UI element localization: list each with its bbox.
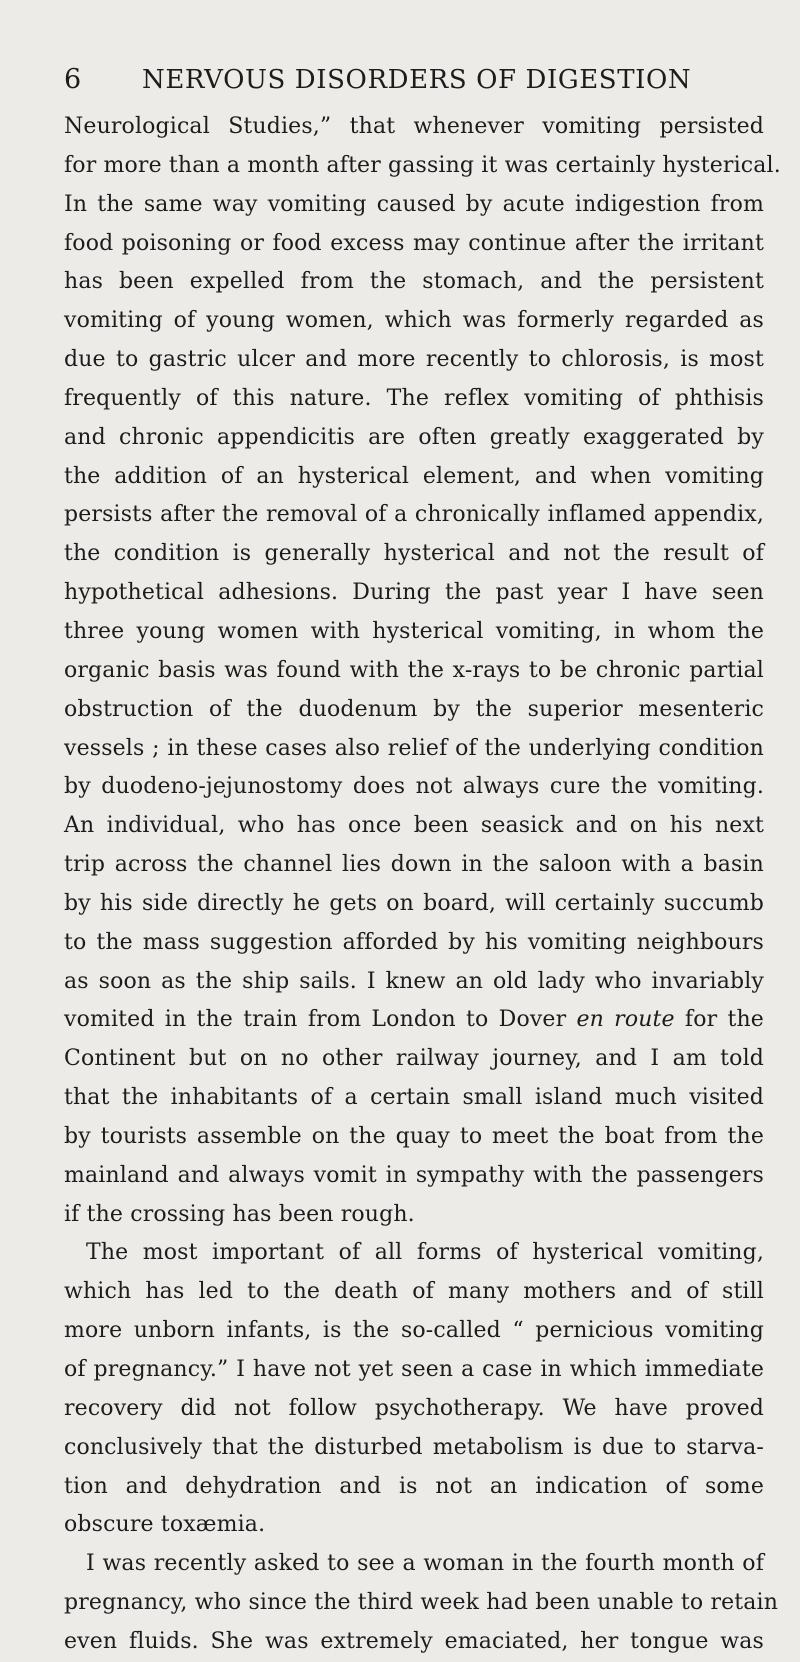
text-line: vomiting of young women, which was formerly regarded as (64, 308, 764, 334)
text-line: has been expelled from the stomach, and the persistent (64, 269, 764, 295)
text-line: I was recently asked to see a woman in the fourth month of (86, 1551, 764, 1577)
text-line: organic basis was found with the x-rays to be chronic partial (64, 657, 764, 683)
text-line: food poisoning or food excess may continue after the irritant (64, 230, 764, 256)
text-line: persists after the removal of a chronically inflamed appendix, (64, 502, 764, 528)
text-line: by duodeno-jejunostomy does not always cure the vomiting. (64, 774, 764, 800)
text-line: even fluids. She was extremely emaciated, her tongue was (64, 1628, 764, 1654)
text-line: vessels ; in these cases also relief of the underlying condition (64, 735, 764, 761)
page-number: 6 (64, 64, 82, 95)
text-line: tion and dehydration and is not an indication of some (64, 1473, 764, 1499)
text-line: hypothetical adhesions. During the past year I have seen (64, 580, 764, 606)
page-header (64, 62, 764, 98)
text-line: frequently of this nature. The reflex vomiting of phthisis (64, 385, 764, 411)
text-line: pregnancy, who since the third week had been unable to retain (64, 1590, 779, 1616)
text-line: and chronic appendicitis are often greatly exaggerated by (64, 424, 764, 450)
text-line: trip across the channel lies down in the saloon with a basin (64, 852, 764, 878)
text-line: to the mass suggestion afforded by his vomiting neighbours (64, 929, 764, 955)
text-line: obscure toxæmia. (64, 1512, 266, 1538)
text-line: recovery did not follow psychotherapy. We have proved (64, 1395, 764, 1421)
text-line: obstruction of the duodenum by the superior mesenteric (64, 696, 764, 722)
text-line: Continent but on no other railway journey, and I am told (64, 1046, 764, 1072)
text-line: for more than a month after gassing it was certainly hysterical. (64, 152, 781, 178)
running-title: NERVOUS DISORDERS OF DIGESTION (142, 65, 692, 95)
text-line: as soon as the ship sails. I knew an old lady who invariably (64, 968, 764, 994)
text-line: by his side directly he gets on board, will certainly succumb (64, 890, 764, 916)
text-line: conclusively that the disturbed metabolism is due to starva- (64, 1434, 764, 1460)
italic-phrase: en route (576, 1007, 675, 1033)
text-line: mainland and always vomit in sympathy with the passengers (64, 1162, 764, 1188)
text-line: due to gastric ulcer and more recently to chlorosis, is most (64, 347, 764, 373)
text-line: if the crossing has been rough. (64, 1201, 415, 1227)
text-line: Neurological Studies,” that whenever vomiting persisted (64, 114, 764, 139)
text-line: In the same way vomiting caused by acute indigestion from (64, 191, 764, 217)
text-line: by tourists assemble on the quay to meet the boat from the (64, 1123, 764, 1149)
text-line: more unborn infants, is the so-called “ pernicious vomiting (64, 1318, 764, 1344)
body-text (64, 108, 781, 1662)
text-line: vomited in the train from London to Dover en route for the (64, 1007, 764, 1033)
text-line: the addition of an hysterical element, and when vomiting (64, 463, 764, 489)
text-line: The most important of all forms of hysterical vomiting, (86, 1240, 764, 1266)
text-line: An individual, who has once been seasick and on his next (64, 813, 764, 839)
text-line: that the inhabitants of a certain small island much visited (64, 1085, 764, 1111)
text-line: the condition is generally hysterical and not the result of (64, 541, 764, 567)
text-line: three young women with hysterical vomiting, in whom the (64, 618, 764, 644)
text-line: of pregnancy.” I have not yet seen a case in which immediate (64, 1357, 764, 1382)
text-line: which has led to the death of many mothers and of still (64, 1279, 764, 1305)
